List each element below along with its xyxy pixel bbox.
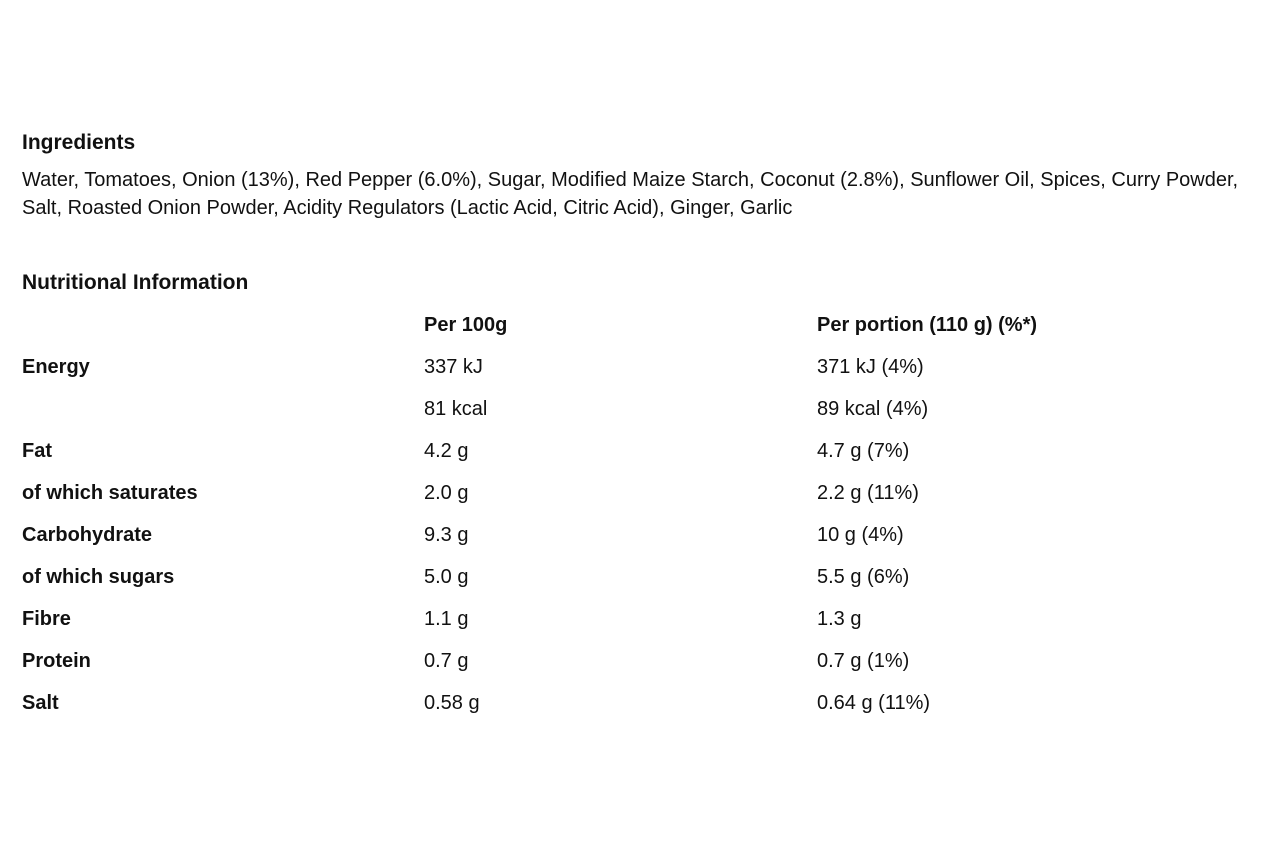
nutrition-row-carbohydrate: [22, 520, 1222, 562]
nutrition-row-protein: [22, 646, 1222, 688]
row-per-portion: 0.7 g (1%): [817, 650, 910, 672]
row-label: of which saturates: [22, 482, 198, 504]
row-per-100g: 4.2 g: [424, 440, 469, 462]
row-per-portion: 0.64 g (11%): [817, 692, 931, 714]
row-per-portion: 10 g (4%): [817, 524, 904, 546]
row-per-portion: 4.7 g (7%): [817, 440, 910, 462]
row-per-100g: 337 kJ: [424, 356, 483, 378]
nutrition-table: [22, 310, 1222, 730]
nutrition-row-saturates: [22, 478, 1222, 520]
row-per-100g: 2.0 g: [424, 482, 469, 504]
row-label: of which sugars: [22, 566, 175, 588]
ingredients-heading: Ingredients: [22, 131, 136, 154]
row-per-100g: 0.7 g: [424, 650, 469, 672]
nutrition-row-sugars: [22, 562, 1222, 604]
header-per-100g: Per 100g: [424, 314, 508, 336]
nutrition-row-energy-kj: [22, 352, 1222, 394]
row-label: Protein: [22, 650, 91, 672]
row-label: Energy: [22, 356, 90, 378]
row-label: Salt: [22, 692, 59, 714]
row-label: Fibre: [22, 608, 71, 630]
row-per-100g: 9.3 g: [424, 524, 469, 546]
row-label: Fat: [22, 440, 52, 462]
nutrition-row-salt: [22, 688, 1222, 730]
nutrition-row-energy-kcal: [22, 394, 1222, 436]
row-per-portion: 1.3 g: [817, 608, 862, 630]
row-per-100g: 5.0 g: [424, 566, 469, 588]
row-label: Carbohydrate: [22, 524, 153, 546]
ingredients-list: Water, Tomatoes, Onion (13%), Red Pepper (6.0%), Sugar, Modified Maize Starch, Coconut (2.8%), Sunflower Oil, Spices, Curry Powder, Salt, Roasted Onion Powder, Acidity Regulators (Lactic Acid, Citric Acid), Ginger, Garlic: [22, 169, 1239, 219]
row-per-100g: 1.1 g: [424, 608, 469, 630]
nutrition-header-row: [22, 310, 1222, 352]
row-per-100g: 81 kcal: [424, 398, 488, 420]
row-per-portion: 2.2 g (11%): [817, 482, 919, 504]
header-per-portion: Per portion (110 g) (%*): [817, 314, 1038, 336]
row-per-portion: 89 kcal (4%): [817, 398, 929, 420]
nutrition-row-fat: [22, 436, 1222, 478]
row-per-100g: 0.58 g: [424, 692, 480, 714]
nutrition-row-fibre: [22, 604, 1222, 646]
row-per-portion: 371 kJ (4%): [817, 356, 924, 378]
nutrition-heading: Nutritional Information: [22, 271, 249, 294]
row-per-portion: 5.5 g (6%): [817, 566, 910, 588]
